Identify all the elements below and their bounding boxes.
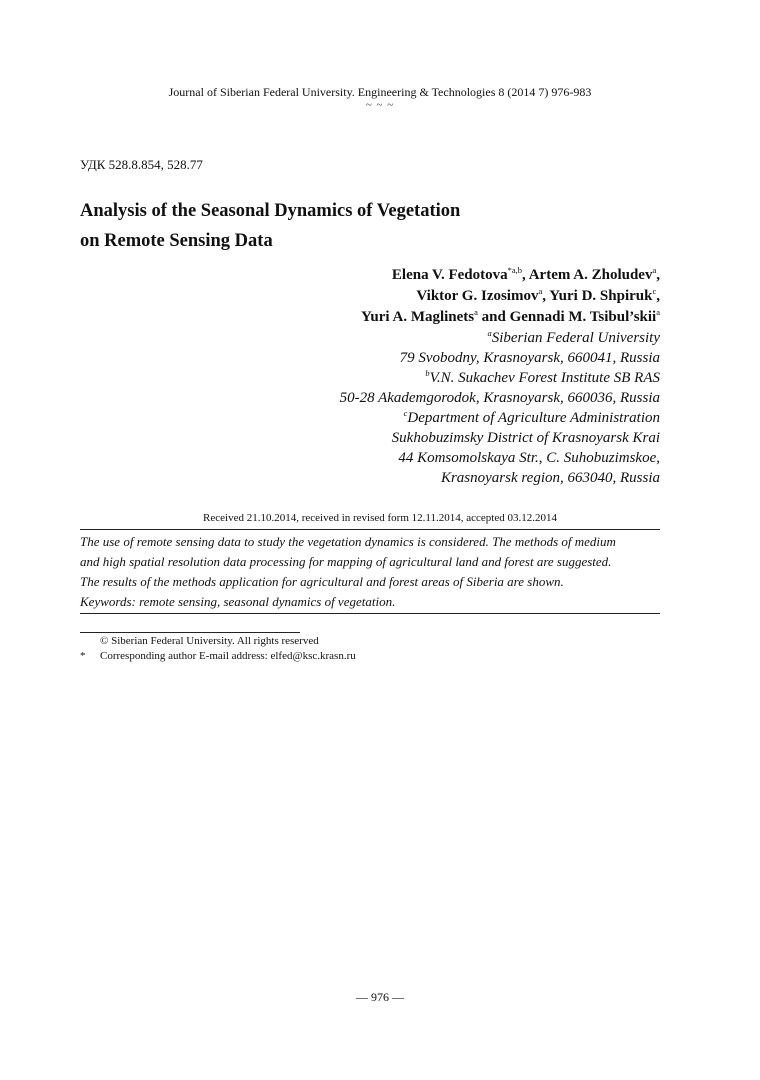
author-line-1 <box>60 265 660 286</box>
author-separator: , <box>542 288 550 304</box>
affiliation-mark: b <box>425 368 430 378</box>
received-dates: Received 21.10.2014, received in revised form 12.11.2014, accepted 03.12.2014 <box>203 512 557 524</box>
author-affiliation-mark: *a,b <box>507 265 523 275</box>
author-name: Yuri A. Maglinets <box>360 309 475 325</box>
affiliation-text: Sukhobuzimsky District of Krasnoyarsk Krai <box>391 430 660 446</box>
article-title <box>80 196 680 256</box>
author-name: Elena V. Fedotova <box>391 267 508 283</box>
author-separator: , <box>522 267 529 283</box>
affiliation-list <box>60 328 660 488</box>
author-affiliation-mark: a <box>656 307 660 317</box>
author-affiliation-mark: a <box>652 265 657 275</box>
author-affiliation-mark: a <box>538 286 543 296</box>
author-separator: and <box>477 309 510 325</box>
header-separator: ~ ~ ~ <box>365 99 395 111</box>
affiliation-text: Krasnoyarsk region, 663040, Russia <box>440 470 660 486</box>
title-line-2: on Remote Sensing Data <box>80 231 273 251</box>
affiliation-text: Siberian Federal University <box>491 330 660 346</box>
affiliation-mark: c <box>403 408 408 418</box>
author-affiliation-mark: c <box>652 286 657 296</box>
keywords: Keywords: remote sensing, seasonal dynamics of vegetation. <box>80 594 396 609</box>
abstract-line-1: The use of remote sensing data to study the vegetation dynamics is considered. The methods of medium <box>80 534 616 549</box>
affiliation-line <box>60 368 660 388</box>
affiliation-text: Department of Agriculture Administration <box>407 410 660 426</box>
author-line-3 <box>60 307 660 328</box>
page-number: — 976 — <box>356 990 404 1004</box>
author-name: Gennadi M. Tsibul’skii <box>509 309 657 325</box>
affiliation-line <box>60 448 660 468</box>
author-line-2 <box>60 286 660 307</box>
affiliation-line <box>60 408 660 428</box>
affiliation-text: 79 Svobodny, Krasnoyarsk, 660041, Russia <box>399 350 660 366</box>
abstract <box>80 532 660 592</box>
author-name: Viktor G. Izosimov <box>416 288 539 304</box>
affiliation-mark: a <box>487 328 492 338</box>
udk-code: УДК 528.8.854, 528.77 <box>80 157 203 172</box>
footnote-corresponding-author: Corresponding author E-mail address: elfed@ksc.krasn.ru <box>100 650 356 662</box>
affiliation-text: V.N. Sukachev Forest Institute SB RAS <box>429 370 660 386</box>
author-affiliation-mark: a <box>474 307 478 317</box>
affiliation-line <box>60 428 660 448</box>
affiliation-line <box>60 468 660 488</box>
author-separator: , <box>656 267 660 283</box>
affiliation-line <box>60 348 660 368</box>
abstract-line-3: The results of the methods application for agricultural and forest areas of Siberia are shown. <box>80 574 564 589</box>
title-line-1: Analysis of the Seasonal Dynamics of Vegetation <box>80 201 461 221</box>
abstract-line-2: and high spatial resolution data processing for mapping of agricultural land and forest are suggested. <box>80 554 612 569</box>
affiliation-line <box>60 328 660 348</box>
affiliation-line <box>60 388 660 408</box>
abstract-bottom-rule <box>80 613 660 614</box>
author-list <box>60 265 660 328</box>
footnote-asterisk: * <box>80 650 86 662</box>
footnote-rule <box>80 632 300 633</box>
author-separator: , <box>656 288 660 304</box>
journal-header: Journal of Siberian Federal University. Engineering & Technologies 8 (2014 7) 976-983 <box>168 85 592 99</box>
abstract-top-rule <box>80 529 660 530</box>
author-name: Yuri D. Shpiruk <box>549 288 653 304</box>
affiliation-text: 44 Komsomolskaya Str., C. Suhobuzimskoe, <box>398 450 660 466</box>
author-name: Artem A. Zholudev <box>528 267 653 283</box>
affiliation-text: 50-28 Akademgorodok, Krasnoyarsk, 660036, Russia <box>339 390 660 406</box>
footnote-copyright: © Siberian Federal University. All rights reserved <box>100 635 319 647</box>
